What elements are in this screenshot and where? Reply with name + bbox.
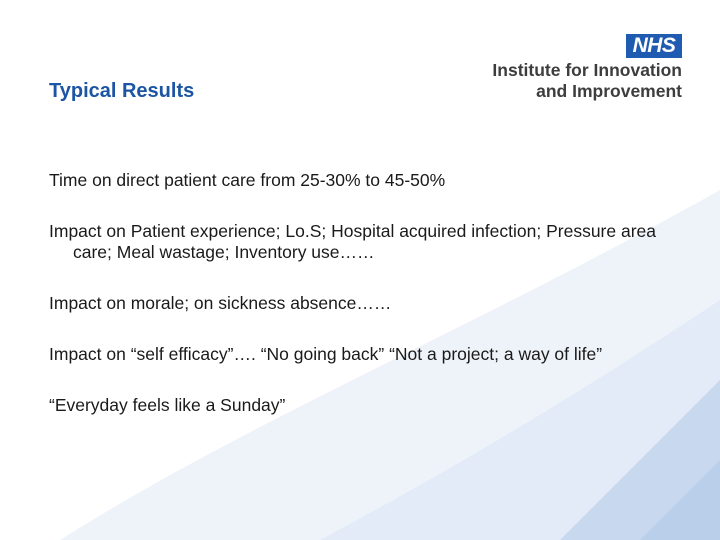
results-list: [49, 170, 669, 416]
result-item-morale-impact: Impact on morale; on sickness absence……: [49, 293, 392, 313]
nhs-badge: NHS: [626, 34, 682, 58]
slide-title: Typical Results: [49, 80, 195, 102]
result-item-patient-impact: Impact on Patient experience; Lo.S; Hospital acquired infection; Pressure area care; Meal wastage; Inventory use……: [49, 221, 657, 262]
result-item-patient-care-time: Time on direct patient care from 25-30% to 45-50%: [49, 170, 446, 190]
organisation-name-line-2: and Improvement: [536, 81, 682, 101]
organisation-name-line-1: Institute for Innovation: [492, 60, 682, 80]
result-item-quote: “Everyday feels like a Sunday”: [49, 395, 286, 415]
result-item-self-efficacy: Impact on “self efficacy”…. “No going back” “Not a project; a way of life”: [49, 344, 603, 364]
